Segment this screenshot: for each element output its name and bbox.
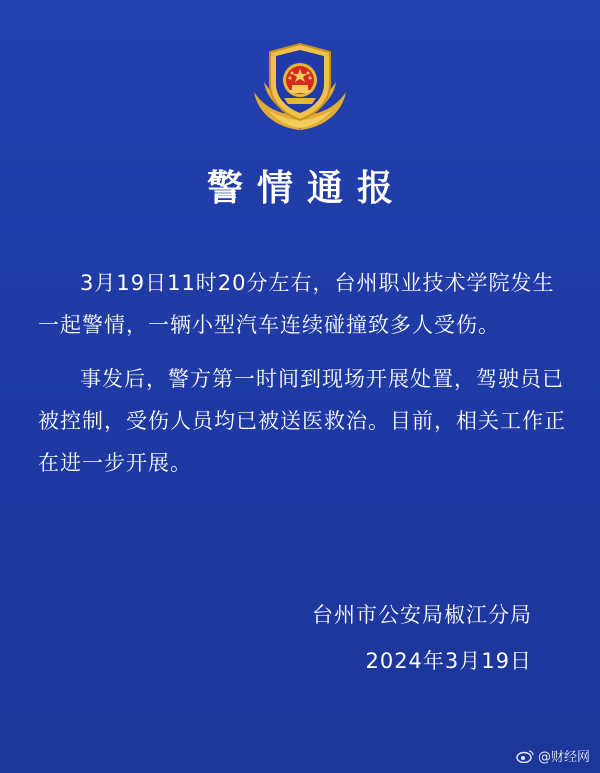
weibo-icon <box>516 749 534 763</box>
watermark <box>516 746 590 765</box>
notice-body <box>38 262 568 496</box>
issue-date: 2024年3月19日 <box>365 649 532 673</box>
paragraph-1: 3月19日11时20分左右，台州职业技术学院发生一起警情，一辆小型汽车连续碰撞致多人受伤。 <box>38 271 555 337</box>
issuer-name: 台州市公安局椒江分局 <box>312 603 532 627</box>
police-emblem-icon <box>248 40 352 140</box>
watermark-text: @财经网 <box>537 750 590 765</box>
signature-block <box>312 594 532 682</box>
page-title: 警情通报 <box>206 168 407 209</box>
paragraph-2: 事发后，警方第一时间到现场开展处置，驾驶员已被控制，受伤人员均已被送医救治。目前，相关工作正在进一步开展。 <box>38 367 566 475</box>
